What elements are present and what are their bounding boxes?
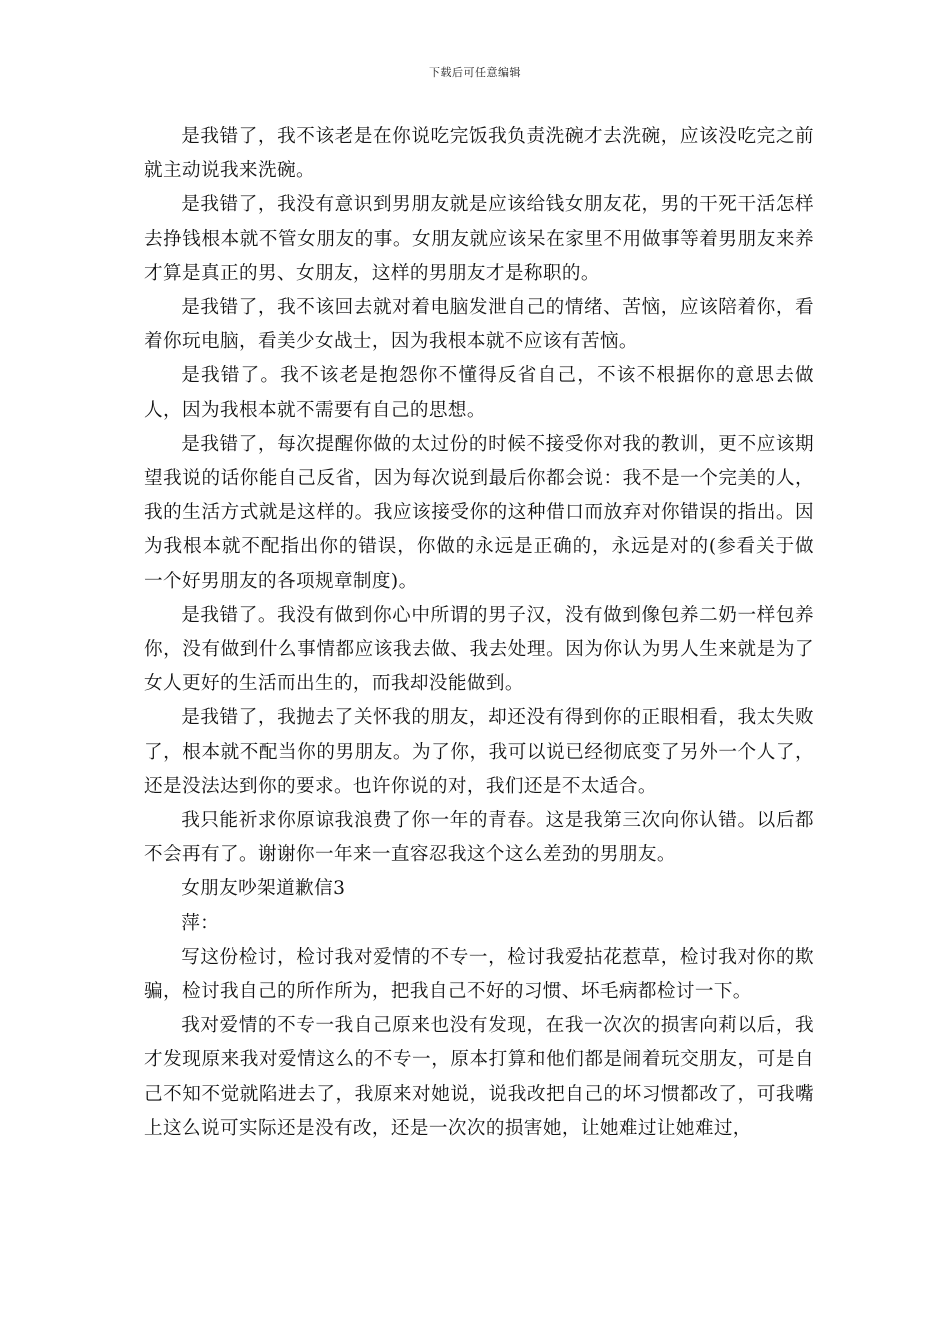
document-body: [144, 120, 814, 1146]
paragraph: 是我错了，我没有意识到男朋友就是应该给钱女朋友花，男的干死干活怎样去挣钱根本就不管女朋友的事。女朋友就应该呆在家里不用做事等着男朋友来养才算是真正的男、女朋友，这样的男朋友才是称职的。: [144, 194, 814, 284]
salutation: 萍：: [181, 912, 220, 934]
paragraph: 是我错了。我不该老是抱怨你不懂得反省自己，不该不根据你的意思去做人，因为我根本就不需要有自己的思想。: [144, 365, 814, 421]
paragraph: 是我错了，我不该回去就对着电脑发泄自己的情绪、苦恼，应该陪着你，看着你玩电脑，看美少女战士，因为我根本就不应该有苦恼。: [144, 297, 814, 353]
paragraph: 我只能祈求你原谅我浪费了你一年的青春。这是我第三次向你认错。以后都不会再有了。谢谢你一年来一直容忍我这个这么差劲的男朋友。: [144, 810, 814, 866]
paragraph: 我对爱情的不专一我自己原来也没有发现，在我一次次的损害向莉以后，我才发现原来我对爱情这么的不专一，原本打算和他们都是闹着玩交朋友，可是自己不知不觉就陷进去了，我原来对她说，说我改把自己的坏习惯都改了，可我嘴上这么说可实际还是没有改，还是一次次的损害她，让她难过让她难过，: [144, 1015, 814, 1139]
page-header: 下载后可任意编辑: [429, 66, 521, 79]
paragraph: 是我错了。我没有做到你心中所谓的男子汉，没有做到像包养二奶一样包养你，没有做到什么事情都应该我去做、我去处理。因为你认为男人生来就是为了女人更好的生活而出生的，而我却没能做到。: [144, 604, 814, 695]
paragraph: 写这份检讨，检讨我对爱情的不专一，检讨我爱拈花惹草，检讨我对你的欺骗，检讨我自己的所作所为，把我自己不好的习惯、坏毛病都检讨一下。: [144, 946, 814, 1003]
paragraph: 是我错了，我不该老是在你说吃完饭我负责洗碗才去洗碗，应该没吃完之前就主动说我来洗碗。: [144, 126, 814, 182]
paragraph: 是我错了，每次提醒你做的太过份的时候不接受你对我的教训，更不应该期望我说的话你能自己反省，因为每次说到最后你都会说：我不是一个完美的人，我的生活方式就是这样的。我应该接受你的这种借口而放弃对你错误的指出。因为我根本就不配指出你的错误，你做的永远是正确的，永远是对的(参看关于做一个好男朋友的各项规章制度)。: [144, 433, 814, 592]
section-heading: 女朋友吵架道歉信3: [181, 878, 346, 900]
paragraph: 是我错了，我抛去了关怀我的朋友，却还没有得到你的正眼相看，我太失败了，根本就不配当你的男朋友。为了你，我可以说已经彻底变了另外一个人了，还是没法达到你的要求。也许你说的对，我们还是不太适合。: [144, 707, 814, 797]
